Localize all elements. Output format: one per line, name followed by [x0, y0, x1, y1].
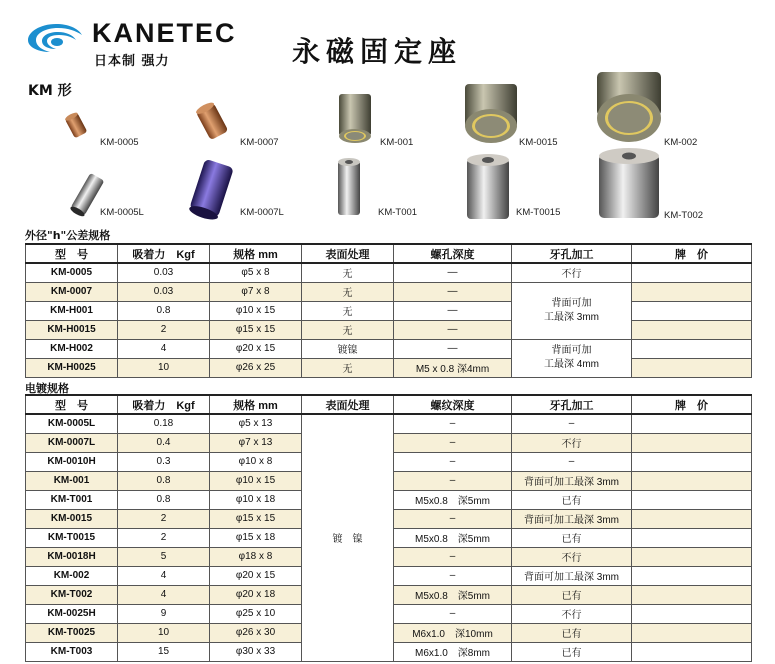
cell-spec: φ5 x 13: [210, 414, 302, 433]
brand-name: KANETEC: [92, 18, 237, 48]
header-force: 吸着力 Kgf: [118, 244, 210, 263]
cell-price: [632, 263, 752, 282]
cell-price: [632, 339, 752, 358]
product-label: KM-002: [664, 137, 698, 148]
table-row: [26, 414, 752, 433]
cell-model: KM-T0015: [26, 528, 118, 547]
cell-depth: –: [394, 604, 512, 623]
cell-spec: φ10 x 15: [210, 471, 302, 490]
cell-surface-merged: 镀 镍: [302, 414, 394, 661]
cell-thread: 已有: [512, 585, 632, 604]
cell-force: 10: [118, 358, 210, 377]
cell-model: KM-T003: [26, 642, 118, 661]
cell-force: 15: [118, 642, 210, 661]
cell-depth: M5x0.8 深5mm: [394, 490, 512, 509]
kanetec-logo-icon: [26, 20, 86, 56]
cell-spec: φ20 x 15: [210, 566, 302, 585]
product-label: KM-0005: [100, 137, 139, 148]
header-thread: 牙孔加工: [512, 244, 632, 263]
cell-thread: 已有: [512, 528, 632, 547]
cell-price: [632, 490, 752, 509]
cell-depth: –: [394, 414, 512, 433]
product-label: KM-T0015: [516, 207, 561, 218]
product-label: KM-0015: [519, 137, 558, 148]
cell-thread: –: [512, 414, 632, 433]
cell-price: [632, 528, 752, 547]
cell-thread: 已有: [512, 490, 632, 509]
cell-depth: —: [394, 339, 512, 358]
cell-model: KM-0005: [26, 263, 118, 282]
header-depth: 螺孔深度: [394, 244, 512, 263]
cell-force: 2: [118, 528, 210, 547]
cell-spec: φ26 x 25: [210, 358, 302, 377]
cell-model: KM-0015: [26, 509, 118, 528]
table-row: [26, 358, 752, 377]
cell-surface: 无: [302, 358, 394, 377]
header-surface: 表面处理: [302, 244, 394, 263]
product-image-km-0007l: [184, 158, 238, 222]
product-image-km-0005: [62, 112, 92, 138]
cell-price: [632, 358, 752, 377]
brand-subtitle: 日本制 强力: [94, 54, 170, 69]
cell-force: 0.3: [118, 452, 210, 471]
cell-model: KM-0007L: [26, 433, 118, 452]
spec-table-h-tolerance: [25, 243, 752, 378]
cell-force: 0.18: [118, 414, 210, 433]
product-image-km-0007: [192, 102, 234, 140]
cell-spec: φ26 x 30: [210, 623, 302, 642]
cell-force: 0.8: [118, 471, 210, 490]
cell-spec: φ5 x 8: [210, 263, 302, 282]
cell-spec: φ18 x 8: [210, 547, 302, 566]
table-header-row: [26, 244, 752, 263]
cell-model: KM-002: [26, 566, 118, 585]
cell-thread: 已有: [512, 642, 632, 661]
cell-force: 0.03: [118, 263, 210, 282]
table-row: [26, 263, 752, 282]
page-title: 永磁固定座: [292, 35, 463, 68]
cell-model: KM-H002: [26, 339, 118, 358]
cell-model: KM-T002: [26, 585, 118, 604]
table-header-row: [26, 395, 752, 414]
cell-depth: –: [394, 566, 512, 585]
cell-depth: M6x1.0 深10mm: [394, 623, 512, 642]
cell-model: KM-H0025: [26, 358, 118, 377]
cell-price: [632, 604, 752, 623]
product-image-km-0015: [462, 78, 520, 148]
cell-depth: –: [394, 547, 512, 566]
cell-spec: φ10 x 15: [210, 301, 302, 320]
cell-force: 4: [118, 585, 210, 604]
product-label: KM-T001: [378, 207, 418, 218]
header-spec: 规格 mm: [210, 395, 302, 414]
cell-thread: 不行: [512, 604, 632, 623]
product-image-km-001: [335, 90, 375, 146]
cell-price: [632, 642, 752, 661]
cell-depth: M6x1.0 深8mm: [394, 642, 512, 661]
header-price: 牌 价: [632, 244, 752, 263]
cell-force: 0.03: [118, 282, 210, 301]
cell-surface: 无: [302, 282, 394, 301]
cell-depth: —: [394, 263, 512, 282]
cell-price: [632, 320, 752, 339]
table-row: [26, 320, 752, 339]
product-image-km-002: [594, 66, 664, 146]
cell-model: KM-H001: [26, 301, 118, 320]
cell-price: [632, 509, 752, 528]
cell-price: [632, 547, 752, 566]
cell-force: 4: [118, 339, 210, 358]
cell-thread: 背面可加工最深 3mm: [512, 471, 632, 490]
cell-force: 2: [118, 320, 210, 339]
table2-title: 电镀规格: [25, 382, 69, 395]
cell-surface: 无: [302, 320, 394, 339]
cell-price: [632, 623, 752, 642]
table-row: [26, 339, 752, 358]
cell-price: [632, 452, 752, 471]
product-label: KM-0007L: [240, 207, 284, 218]
cell-model: KM-T001: [26, 490, 118, 509]
header-depth: 螺纹深度: [394, 395, 512, 414]
cell-depth: –: [394, 471, 512, 490]
cell-depth: —: [394, 282, 512, 301]
cell-force: 0.4: [118, 433, 210, 452]
spec-table-plated: [25, 394, 752, 662]
cell-thread-merged: 背面可加 工最深 4mm: [512, 339, 632, 377]
cell-model: KM-T0025: [26, 623, 118, 642]
product-image-km-t001: [335, 156, 363, 220]
cell-spec: φ20 x 15: [210, 339, 302, 358]
header-model: 型 号: [26, 395, 118, 414]
cell-price: [632, 433, 752, 452]
cell-model: KM-0005L: [26, 414, 118, 433]
cell-force: 0.8: [118, 301, 210, 320]
cell-depth: M5x0.8 深5mm: [394, 528, 512, 547]
cell-price: [632, 566, 752, 585]
cell-surface: 无: [302, 301, 394, 320]
cell-model: KM-001: [26, 471, 118, 490]
cell-depth: —: [394, 301, 512, 320]
cell-depth: –: [394, 509, 512, 528]
cell-force: 0.8: [118, 490, 210, 509]
header-thread: 牙孔加工: [512, 395, 632, 414]
header-spec: 规格 mm: [210, 244, 302, 263]
header-model: 型 号: [26, 244, 118, 263]
cell-spec: φ10 x 18: [210, 490, 302, 509]
cell-spec: φ30 x 33: [210, 642, 302, 661]
cell-force: 4: [118, 566, 210, 585]
cell-depth: M5 x 0.8 深4mm: [394, 358, 512, 377]
cell-depth: M5x0.8 深5mm: [394, 585, 512, 604]
cell-thread: 不行: [512, 433, 632, 452]
cell-model: KM-0025H: [26, 604, 118, 623]
cell-thread-merged: 背面可加 工最深 3mm: [512, 282, 632, 339]
cell-depth: –: [394, 452, 512, 471]
cell-model: KM-0010H: [26, 452, 118, 471]
product-label: KM-001: [380, 137, 414, 148]
product-image-km-t0015: [464, 152, 512, 224]
type-label: KM 形: [28, 83, 72, 99]
table-row: [26, 282, 752, 301]
cell-spec: φ25 x 10: [210, 604, 302, 623]
cell-price: [632, 414, 752, 433]
cell-model: KM-0007: [26, 282, 118, 301]
cell-model: KM-H0015: [26, 320, 118, 339]
cell-force: 5: [118, 547, 210, 566]
header-force: 吸着力 Kgf: [118, 395, 210, 414]
cell-thread: 背面可加工最深 3mm: [512, 509, 632, 528]
table-row: [26, 301, 752, 320]
cell-surface: 无: [302, 263, 394, 282]
cell-force: 9: [118, 604, 210, 623]
cell-model: KM-0018H: [26, 547, 118, 566]
header-surface: 表面处理: [302, 395, 394, 414]
cell-spec: φ7 x 13: [210, 433, 302, 452]
product-label: KM-0005L: [100, 207, 144, 218]
cell-spec: φ15 x 15: [210, 509, 302, 528]
cell-force: 2: [118, 509, 210, 528]
cell-price: [632, 471, 752, 490]
cell-depth: –: [394, 433, 512, 452]
product-label: KM-0007: [240, 137, 279, 148]
cell-depth: —: [394, 320, 512, 339]
table1-title: 外径"h"公差规格: [25, 229, 111, 242]
cell-thread: 已有: [512, 623, 632, 642]
cell-price: [632, 585, 752, 604]
header-price: 牌 价: [632, 395, 752, 414]
cell-thread: –: [512, 452, 632, 471]
product-label: KM-T002: [664, 210, 704, 221]
cell-surface: 镀镍: [302, 339, 394, 358]
cell-spec: φ15 x 18: [210, 528, 302, 547]
cell-thread: 不行: [512, 263, 632, 282]
cell-spec: φ10 x 8: [210, 452, 302, 471]
kanetec-logo: [26, 18, 256, 68]
cell-spec: φ20 x 18: [210, 585, 302, 604]
cell-force: 10: [118, 623, 210, 642]
cell-thread: 背面可加工最深 3mm: [512, 566, 632, 585]
cell-thread: 不行: [512, 547, 632, 566]
product-image-km-t002: [596, 146, 662, 224]
cell-price: [632, 301, 752, 320]
cell-spec: φ7 x 8: [210, 282, 302, 301]
cell-price: [632, 282, 752, 301]
cell-spec: φ15 x 15: [210, 320, 302, 339]
